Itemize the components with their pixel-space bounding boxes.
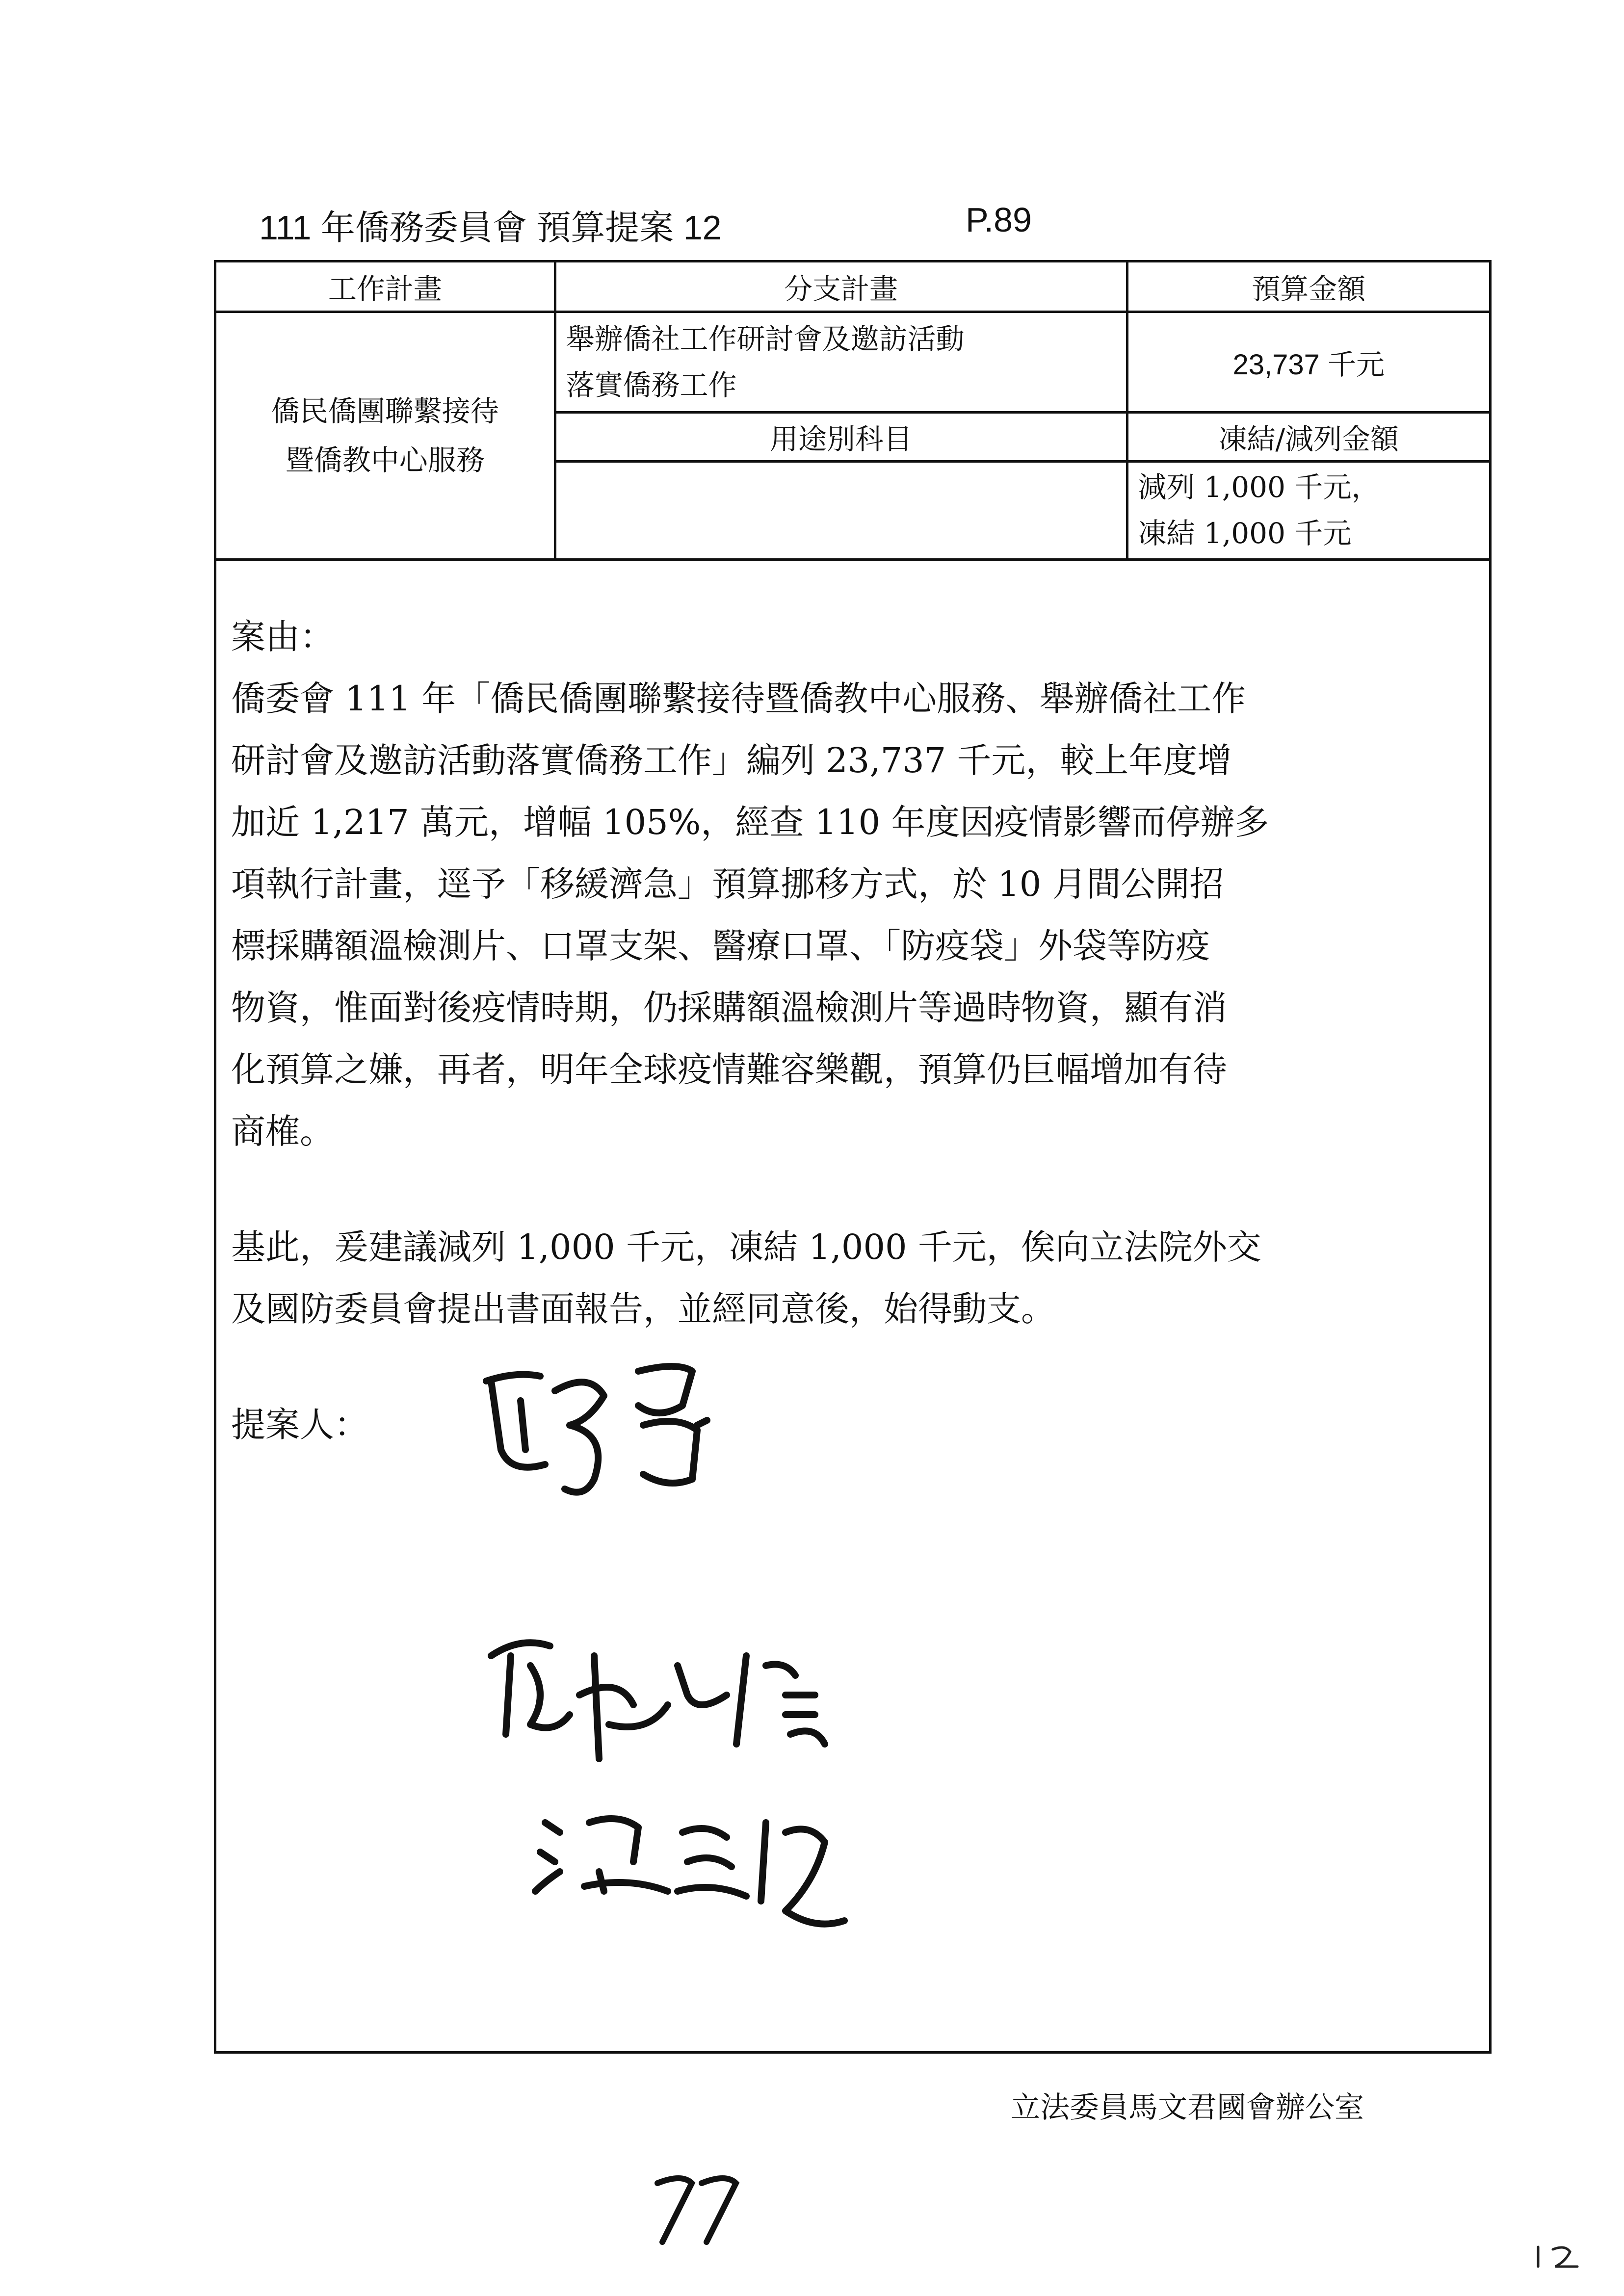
- proposal-body: [231, 606, 1477, 1456]
- signature-1: [486, 1366, 707, 1492]
- work-plan-value: 僑民僑團聯繫接待 暨僑教中心服務: [216, 312, 555, 559]
- reason-line: 商榷。: [231, 1111, 334, 1151]
- reason-line: 項執行計畫，逕予「移緩濟急」預算挪移方式，於 10 月間公開招: [231, 864, 1224, 904]
- header-freeze-cut-amount: 凍結/減列金額: [1127, 412, 1489, 461]
- budget-table: [216, 262, 1489, 561]
- proposal-frame: [214, 260, 1492, 2054]
- reason-line: 加近 1,217 萬元，增幅 105%，經查 110 年度因疫情影響而停辦多: [231, 802, 1269, 842]
- reason-line: 標採購額溫檢測片、口罩支架、醫療口罩、「防疫袋」外袋等防疫: [231, 926, 1210, 966]
- header-sub-plan: 分支計畫: [555, 262, 1127, 312]
- corner-mark: [1531, 2242, 1585, 2271]
- sub-plan-value: 舉辦僑社工作研討會及邀訪活動 落實僑務工作: [555, 312, 1127, 412]
- office-footer: 立法委員馬文君國會辦公室: [1011, 2090, 1364, 2125]
- budget-amount-value: 23,737 千元: [1127, 312, 1489, 412]
- signature-2: [491, 1643, 825, 1759]
- signatures: [471, 1352, 1060, 1970]
- proposal-title: 111 年僑務委員會 預算提案 12: [259, 209, 722, 247]
- header-work-plan: 工作計畫: [216, 262, 555, 312]
- signature-3: [535, 1819, 844, 1924]
- reason-line: 研討會及邀訪活動落實僑務工作」編列 23,737 千元，較上年度增: [231, 740, 1232, 781]
- proposer-label: 提案人：: [231, 1405, 368, 1445]
- reason-label: 案由：: [231, 617, 334, 657]
- handwritten-page-number: [648, 2168, 756, 2247]
- proposal-line: 及國防委員會提出書面報告，並經同意後，始得動支。: [231, 1289, 1055, 1329]
- freeze-cut-value: 減列 1,000 千元， 凍結 1,000 千元: [1127, 461, 1489, 559]
- header-budget-amount: 預算金額: [1127, 262, 1489, 312]
- reason-line: 物資，惟面對後疫情時期，仍採購額溫檢測片等過時物資，顯有消: [231, 988, 1227, 1028]
- usage-category-value: [555, 461, 1127, 559]
- reason-line: 僑委會 111 年「僑民僑團聯繫接待暨僑教中心服務、舉辦僑社工作: [231, 678, 1246, 719]
- reason-line: 化預算之嫌，再者，明年全球疫情難容樂觀，預算仍巨幅增加有待: [231, 1049, 1227, 1090]
- header-usage-category: 用途別科目: [555, 412, 1127, 461]
- page-reference: P.89: [966, 201, 1032, 239]
- page-header: [259, 200, 1032, 250]
- proposal-line: 基此，爰建議減列 1,000 千元，凍結 1,000 千元，俟向立法院外交: [231, 1227, 1261, 1267]
